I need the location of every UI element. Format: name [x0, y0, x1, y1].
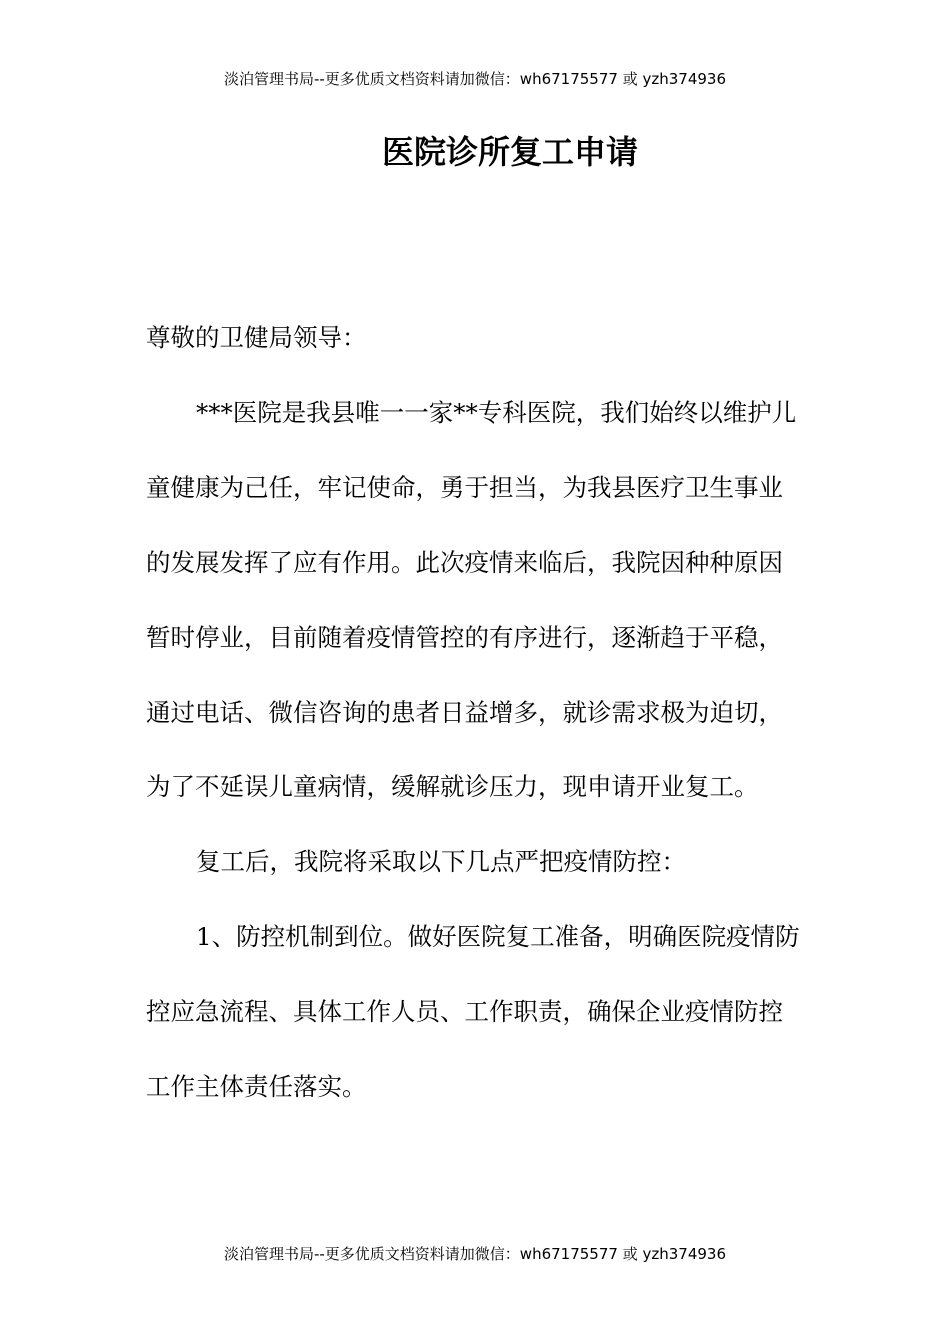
page-header: 淡泊管理书局--更多优质文档资料请加微信：wh67175577 或 yzh374936 [223, 70, 726, 88]
paragraph-measure-1: 1、防控机制到位。做好医院复工准备，明确医院疫情防控应急流程、具体工作人员、工作职责，确保企业疫情防控工作主体责任落实。 [146, 922, 800, 1102]
salutation: 尊敬的卫健局领导： [146, 323, 367, 352]
document-body [146, 301, 801, 1125]
paragraph-measures-intro: 复工后，我院将采取以下几点严把疫情防控： [196, 847, 686, 877]
page-footer: 淡泊管理书局--更多优质文档资料请加微信：wh67175577 或 yzh374936 [223, 1245, 726, 1263]
document-title: 医院诊所复工申请 [381, 133, 638, 171]
paragraph-intro: ***医院是我县唯一一家**专科医院，我们始终以维护儿童健康为己任，牢记使命，勇于担当，为我县医疗卫生事业的发展发挥了应有作用。此次疫情来临后，我院因种种原因暂时停业，目前随着疫情管控的有序进行，逐渐趋于平稳，通过电话、微信咨询的患者日益增多，就诊需求极为迫切，为了不延误儿童病情，缓解就诊压力，现申请开业复工。 [146, 397, 797, 802]
